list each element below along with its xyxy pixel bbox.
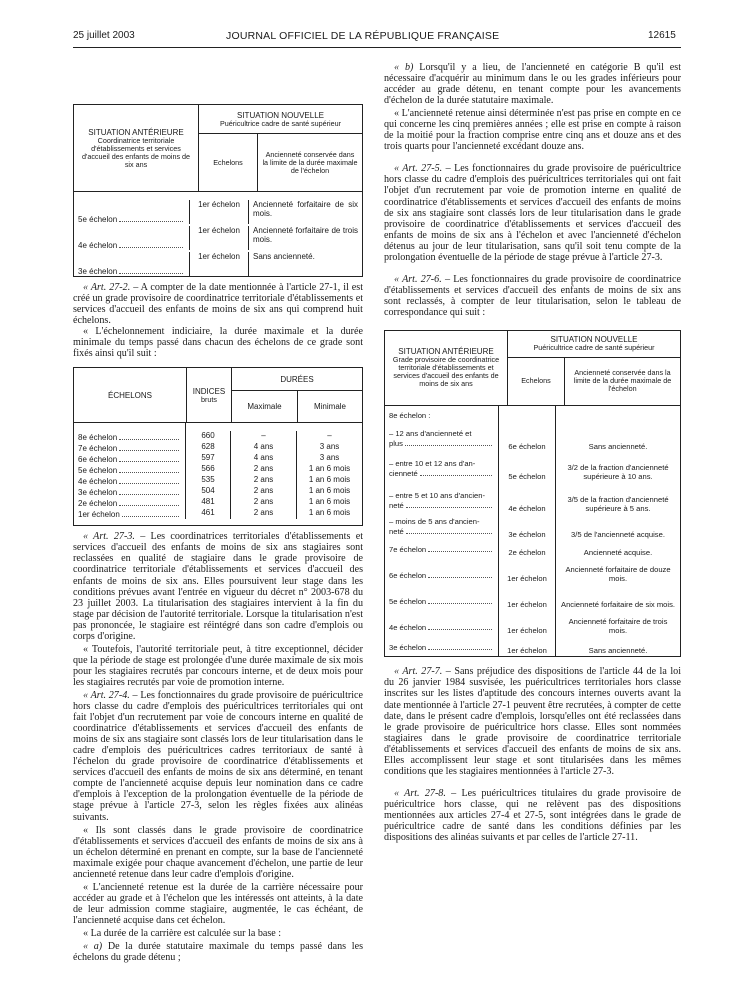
table2-cell-indice: 566 [186, 464, 231, 475]
table2-durees-header [232, 368, 362, 422]
table2-cell-max: – [231, 431, 297, 442]
table3-col3-header: Ancienneté conservée dans la limite de la durée maximale de l'échelon [573, 368, 672, 394]
table1-group-header [199, 105, 362, 191]
art-27-4-text: – Les fonctionnaires du grade provisoire de puéricultrice hors classe du cadre d'emplois des puéricultrices territoriales qui ont fait l'objet d'un recrutement par voie de concours interne en qualité de coordinatrice d'établissements et services d'accueil des enfants de moins de six ans stagiaire sont classés lors de leur titularisation dans le cadre d'emplois des puéricultrices cadres territoriaux de santé à l'échelon du grade provisoire de coordinatrice d'établissements et services d'accueil des enfants de moins de six ans déterminé, en tenant compte de l'ancienneté acquise depuis leur nomination dans ce cadre d'emplois à l'exception de la prolongation éventuelle de la période de stage prévue à l'article 27-3, selon les règles fixées aux alinéas suivants. [73, 689, 364, 823]
table1-echelon-old: 4e échelon [78, 241, 118, 250]
item-b-label: « b) [394, 62, 414, 73]
table2-indices-sub: bruts [201, 394, 217, 404]
table3-old-line2 [389, 470, 494, 478]
table2-cell-indice: 628 [186, 442, 231, 453]
table1-cell-situation [74, 226, 190, 250]
right-column [384, 62, 681, 845]
header-journal-title: JOURNAL OFFICIEL DE LA RÉPUBLIQUE FRANÇAISE [226, 30, 500, 42]
table3-col3-body [556, 406, 680, 656]
table3-old-line2 [389, 644, 494, 652]
table1-body [74, 192, 362, 276]
table3-col1-title: SITUATION ANTÉRIEURE [398, 347, 494, 357]
header-date: 25 juillet 2003 [73, 30, 135, 41]
table2-echelon-label: 5e échelon [78, 466, 118, 476]
leader-dots [428, 576, 492, 578]
table3-cell-situation [389, 580, 494, 606]
table2-cell-echelon [74, 500, 186, 519]
table3-old-label: 4e échelon [389, 622, 427, 632]
table2-cell-indice: 504 [186, 486, 231, 497]
leader-dots [119, 246, 183, 248]
table3-old-label: 3e échelon [389, 642, 427, 652]
table1-situation-nouvelle [199, 105, 362, 134]
item-a-text: De la durée statutaire maximale du temps passé dans les échelons du grade détenu ; [73, 941, 363, 964]
table3-cell-situation [389, 632, 494, 652]
leader-dots [428, 648, 492, 650]
table3-old-line2 [389, 598, 494, 606]
table3-cell-anciennete: Ancienneté acquise. [583, 547, 653, 557]
art-27-3-para2: « Toutefois, l'autorité territoriale peut, à titre exceptionnel, décider que la période de stage est prolongée d'une durée maximale de six mois pour les stagiaires recrutés par concours interne, et de deux mois pour les stagiaires recrutés par voie de promotion interne. [73, 643, 363, 688]
table3-cell-anciennete: Ancienneté forfaitaire de six mois. [561, 599, 675, 609]
art-27-3-label: « Art. 27-3. [83, 531, 135, 543]
table3-group-title: SITUATION NOUVELLE [550, 335, 638, 345]
table1-cell-echelon: 1er échelon [190, 226, 249, 250]
table3-old-line1: – entre 10 et 12 ans d'an- [389, 458, 476, 468]
table3-old-line2 [389, 440, 494, 448]
table3-cell-anciennete: Ancienneté forfaitaire de douze mois. [565, 565, 671, 583]
item-b-text: Lorsqu'il y a lieu, de l'ancienneté en catégorie B qu'il est nécessaire d'acquérir au minimum dans le ou les grades inférieurs pour accéder au grade détenu, en tenant compte pour les avancements d'échelon de la durée statutaire maximale. [384, 62, 682, 107]
table3-body [385, 406, 680, 656]
table3-old-line2 [389, 624, 494, 632]
table3-cell-echelon: 1er échelon [507, 573, 547, 583]
table2-cell-indice: 535 [186, 475, 231, 486]
table2-min-header: Minimale [313, 402, 346, 412]
table3-cell-anciennete: 3/5 de la fraction d'ancienneté supérieure à 5 ans. [567, 495, 669, 513]
art-27-5-text: – Les fonctionnaires du grade provisoire de puéricultrice hors classe du cadre d'emplois des puéricultrices territoriales qui ont fait l'objet d'un recrutement par voie de promotion interne en qualité de coordinatrice d'établissements et services d'accueil des enfants de moins de six ans stagiaire sont classés lors de leur titularisation dans le grade provisoire de coordinatrice d'établissements et services d'accueil des enfants de moins de six ans à l'échelon et avec l'ancienneté d'échelon détenus au jour de leur titularisation, sans qu'il soit tenu compte de la prolongation éventuelle de la période de stage prévue à l'article 27-3. [384, 163, 681, 263]
table3-old-line2 [389, 546, 494, 554]
table3-cell-anciennete: Sans ancienneté. [588, 645, 648, 655]
table2-durees-title: DURÉES [232, 368, 362, 391]
table1-group-title: SITUATION NOUVELLE [237, 110, 324, 120]
table2-echelon-label: 8e échelon [78, 433, 118, 443]
leader-dots [406, 506, 492, 508]
table3-col1-body [385, 406, 499, 656]
table3-old-label: 7e échelon [389, 544, 427, 554]
leader-dots [420, 474, 492, 476]
table1-cell-situation [74, 200, 190, 224]
table3-cell-echelon: 1er échelon [507, 625, 547, 635]
table-row [74, 192, 362, 224]
table3-cell-situation [389, 448, 494, 478]
table3-old-line2 [389, 528, 494, 536]
art-27-8-text: – Les puéricultrices titulaires du grade provisoire de puéricultrice hors classe, qui ne relèvent pas des dispositions mentionnées aux articles 27-4 et 27-5, sont intégrées dans le grade de puéricultrice cadre de santé dans les conditions définies par les dispositions des alinéas suivants et par celles de l'article 27-11. [384, 787, 681, 844]
table3-cell-situation [389, 606, 494, 632]
table1-group-subtitle: Puéricultrice cadre de santé supérieur [219, 118, 342, 128]
table2-cell-min: – [327, 431, 332, 441]
table3-col2-header: Echelons [508, 358, 565, 405]
art-27-6-text: – Les fonctionnaires du grade provisoire de coordinatrice d'établissements et services d'accueil des enfants de moins de six ans sont reclassés, à compter de leur titularisation, selon le tableau de correspondance qui suit : [384, 273, 681, 318]
table3-old-line1: – moins de 5 ans d'ancien- [389, 516, 480, 526]
table1-cell-anciennete: Sans ancienneté. [253, 252, 315, 261]
art-27-4-label: « Art. 27-4. [83, 689, 130, 701]
table3-cell-anciennete: 3/5 de l'ancienneté acquise. [571, 529, 665, 539]
art-27-4-para3: « L'ancienneté retenue est la durée de la carrière nécessaire pour accéder au grade et à l'échelon que les intéressés ont atteints, à la date de leur admission comme stagiaire, augmentée, le cas échéant, de l'ancienneté acquise dans cet échelon. [73, 881, 363, 926]
art-27-2-label: « Art. 27-2. [83, 282, 131, 293]
table3-cell-echelon: 1er échelon [507, 599, 547, 609]
table3-cell-echelon: 4e échelon [508, 503, 546, 513]
table2-cell-max: 2 ans [231, 475, 297, 486]
art-27-7-text: – Sans préjudice des dispositions de l'article 44 de la loi du 26 janvier 1984 susvisée, les puéricultrices territoriales hors classe inscrites sur les listes d'aptitude des concours internes ouverts avant la date mentionnée à l'article 27-1 peuvent être recrutées, à compter de cette date, dans le présent cadre d'emplois, lorsqu'elles ont été reclassées dans le grade provisoire de puéricultrice hors classe. Elles sont nommées stagiaires dans le grade provisoire de coordinatrice territoriale d'établissements et services d'accueil des enfants de moins de six ans. Elles accomplissent leur stage et sont titularisées dans les mêmes conditions que les stagiaires mentionnées à l'article 27-3. [384, 666, 681, 777]
table-row [74, 250, 362, 276]
table1-col2-header: Echelons [199, 134, 258, 191]
table2-cell-max: 2 ans [231, 486, 297, 497]
table3-old-label: 5e échelon [389, 596, 427, 606]
item-a-label: « a) [83, 941, 103, 953]
table3-old-line2 [389, 572, 494, 580]
table2-body [74, 423, 362, 525]
table3-cell-situation [389, 478, 494, 510]
table1-cell-situation [74, 252, 190, 276]
table3-intro: 8e échelon : [389, 410, 431, 420]
table3-old-label: neté [389, 500, 404, 510]
art-27-4-para2: « Ils sont classés dans le grade provisoire de coordinatrice d'établissements et services d'accueil des enfants de moins de six ans à un échelon déterminé en prenant en compte, sur la base de l'ancienneté maximale exigée pour chaque avancement d'échelon, une partie de leur ancienneté retenue dans leur cadre d'emplois d'origine. [73, 824, 363, 880]
table3-situation-nouvelle [508, 331, 680, 358]
art-27-8-label: « Art. 27-8. [394, 787, 446, 799]
table2-echelon-label: 1er échelon [78, 510, 120, 520]
table2-cell-min: 1 an 6 mois [308, 486, 351, 496]
art-27-2-text: – A compter de la date mentionnée à l'article 27-1, il est créé un grade provisoire de coordinatrice territoriale d'établissements et services d'accueil des enfants de moins de six ans qui comprend huit échelons. [73, 282, 364, 327]
art-27-6-label: « Art. 27-6. [394, 273, 442, 285]
table2-cell-min: 3 ans [319, 442, 340, 452]
table1-echelon-old: 3e échelon [78, 267, 118, 276]
leader-dots [406, 532, 492, 534]
table1-cell-echelon: 1er échelon [190, 200, 249, 224]
table2-cell-indice: 481 [186, 497, 231, 508]
table3-cell-anciennete: Ancienneté forfaitaire de trois mois. [568, 617, 668, 635]
table2-cell-max: 2 ans [231, 508, 297, 519]
art-27-7-label: « Art. 27-7. [394, 666, 443, 678]
table2-cell-max: 4 ans [231, 442, 297, 453]
table1-col3-header: Ancienneté conservée dans la limite de la durée maximale de l'échelon [262, 149, 358, 175]
table-echelons-durees [73, 367, 363, 526]
leader-dots [428, 550, 492, 552]
leader-dots [428, 602, 492, 604]
table2-indices-title: INDICES [192, 386, 226, 396]
header-page-number: 12615 [648, 30, 676, 41]
table2-echelon-label: 7e échelon [78, 444, 118, 454]
table2-echelon-label: 6e échelon [78, 455, 118, 465]
art-27-5-label: « Art. 27-5. [394, 163, 443, 175]
table3-col2-body [499, 406, 556, 656]
table-correspondence-1 [73, 104, 363, 277]
table2-cell-max: 4 ans [231, 453, 297, 464]
leader-dots [405, 444, 492, 446]
table3-old-label: plus [389, 438, 403, 448]
leader-dots [428, 628, 492, 630]
leader-dots [119, 272, 183, 274]
table3-cell-situation [389, 420, 494, 448]
table3-group-header [508, 331, 680, 405]
art-27-2-para2: « L'échelonnement indiciaire, la durée maximale et la durée minimale du temps passé dans chacun des échelons de ce grade sont fixés ainsi qu'il suit : [73, 326, 363, 360]
table2-cell-min: 3 ans [319, 453, 340, 463]
table2-cell-min: 1 an 6 mois [308, 497, 351, 507]
table3-cell-situation [389, 554, 494, 580]
leader-dots [122, 515, 179, 517]
table3-old-label: 6e échelon [389, 570, 427, 580]
art-27-4-para4: « La durée de la carrière est calculée sur la base : [83, 927, 282, 939]
table3-cell-echelon: 2e échelon [508, 547, 546, 557]
table2-echelon-label: 2e échelon [78, 499, 118, 509]
table3-col1-header [385, 331, 508, 405]
table2-cell-min: 1 an 6 mois [308, 464, 351, 474]
art-27-4-para5: « L'ancienneté retenue ainsi déterminée n'est pas prise en compte en ce qui concerne les cinq premières années ; elle est prise en compte à raison de la moitié pour la fraction comprise entre cinq ans et douze ans et des trois quarts pour l'ancienneté excédant douze ans. [384, 108, 681, 153]
table3-cell-anciennete: Sans ancienneté. [588, 441, 648, 451]
table2-cell-indice: 461 [186, 508, 231, 519]
leader-dots [119, 220, 183, 222]
table3-cell-anciennete: 3/2 de la fraction d'ancienneté supérieure à 10 ans. [567, 463, 669, 481]
table1-col1-title: SITUATION ANTÉRIEURE [88, 127, 184, 137]
table-row [74, 224, 362, 250]
table3-cell-echelon: 6e échelon [508, 441, 546, 451]
header-rule [73, 47, 681, 48]
table1-col1-header [74, 105, 199, 191]
table2-cell-indice: 597 [186, 453, 231, 464]
table3-old-line2 [389, 502, 494, 510]
table2-echelons-header: ÉCHELONS [74, 368, 187, 422]
table1-echelon-old: 5e échelon [78, 215, 118, 224]
table2-max-header: Maximale [232, 391, 298, 422]
table2-cell-min: 1 an 6 mois [308, 508, 351, 518]
table3-old-line1: – entre 5 et 10 ans d'ancien- [389, 490, 486, 500]
table1-col1-subtitle: Coordinatrice territoriale d'établissements et services d'accueil des enfants de moins de six ans [81, 135, 191, 169]
table3-old-label: cienneté [389, 468, 418, 478]
table3-cell-situation [389, 510, 494, 536]
table2-cell-min: 1 an 6 mois [308, 475, 351, 485]
table1-cell-anciennete: Ancienneté forfaitaire de trois mois. [253, 226, 358, 244]
table3-cell-echelon: 5e échelon [508, 471, 546, 481]
art-27-3-text: – Les coordinatrices territoriales d'établissements et services d'accueil des enfants de moins de six ans stagiaires sont reclassées en qualité de stagiaire dans le grade provisoire de coordinatrice territoriale d'établissements et services d'accueil des enfants de moins de six ans. Elles poursuivent leur stage dans les conditions prévues avant l'entrée en vigueur du décret n° 2003-678 du 23 juillet 2003. La titularisation des stagiaires intervient à la fin du stage par décision de l'autorité territoriale. Lorsque la titularisation n'est pas prononcée, le stagiaire est réintégré dans son cadre d'emplois ou corps d'origine. [73, 531, 363, 642]
table1-cell-anciennete: Ancienneté forfaitaire de six mois. [253, 200, 358, 218]
table1-cell-echelon: 1er échelon [190, 252, 249, 276]
left-column [73, 62, 363, 965]
table3-old-label: neté [389, 526, 404, 536]
table2-echelon-label: 4e échelon [78, 477, 118, 487]
table3-col1-subtitle: Grade provisoire de coordinatrice territoriale d'établissements et services d'accueil des enfants de moins de six ans [392, 355, 500, 389]
table2-cell-max: 2 ans [231, 464, 297, 475]
table2-echelon-label: 3e échelon [78, 488, 118, 498]
table3-group-subtitle: Puéricultrice cadre de santé supérieur [533, 343, 655, 353]
table3-cell-situation [389, 536, 494, 554]
table3-cell-echelon: 3e échelon [508, 529, 546, 539]
table2-cell-max: 2 ans [231, 497, 297, 508]
table-row [74, 508, 362, 519]
table3-old-line1: – 12 ans d'ancienneté et [389, 428, 472, 438]
table2-indices-header [187, 368, 232, 422]
table2-cell-indice: 660 [186, 431, 231, 442]
table-correspondence-2 [384, 330, 681, 657]
table3-cell-echelon: 1er échelon [507, 645, 547, 655]
